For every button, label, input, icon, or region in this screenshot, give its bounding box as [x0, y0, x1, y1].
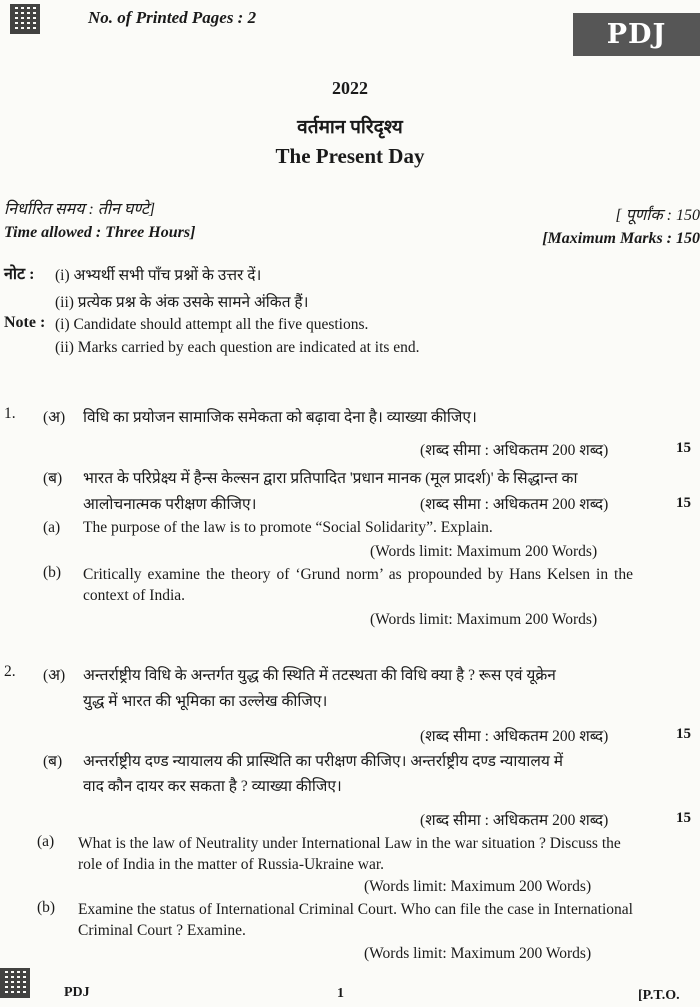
q2-part-a-hi-text-1: अन्तर्राष्ट्रीय विधि के अन्तर्गत युद्ध की स्थिति में तटस्थता की विधि क्या है ? रूस एवं यूक्रेन — [83, 667, 556, 684]
q1-part-b-en-text: Critically examine the theory of ‘Grund norm’ as propounded by Hans Kelsen in the context of India. — [83, 566, 633, 604]
q2-part-b-en-limit: (Words limit: Maximum 200 Words) — [364, 945, 592, 962]
qr-code-icon — [10, 4, 40, 34]
footer-paper-code: PDJ — [64, 985, 90, 1000]
q1-part-b-hi-text-2: आलोचनात्मक परीक्षण कीजिए। — [83, 496, 257, 513]
exam-year: 2022 — [332, 78, 368, 98]
note-label-hindi: नोट : — [4, 266, 35, 283]
title-english: The Present Day — [275, 144, 425, 168]
q1-part-b-hi-text-1: भारत के परिप्रेक्ष्य में हैन्स केल्सन द्वारा प्रतिपादित 'प्रधान मानक (मूल प्रादर्श)' के सिद्धान्त का — [83, 470, 578, 487]
q1-part-a-hi-limit: (शब्द सीमा : अधिकतम 200 शब्द) — [420, 442, 609, 459]
q1-part-a-en-label: (a) — [43, 519, 61, 536]
q1-part-a-hi-label: (अ) — [43, 409, 66, 426]
q1-part-a-en-text: The purpose of the law is to promote “Social Solidarity”. Explain. — [83, 519, 493, 536]
q2-part-b-marks: 15 — [676, 810, 691, 826]
q2-part-b-hi-text-2: वाद कौन दायर कर सकता है ? व्याख्या कीजिए। — [83, 778, 342, 795]
q1-part-b-hi-label: (ब) — [43, 470, 63, 487]
printed-pages: No. of Printed Pages : 2 — [88, 8, 257, 27]
q2-part-b-hi-limit: (शब्द सीमा : अधिकतम 200 शब्द) — [420, 812, 609, 829]
q2-part-a-en-text: What is the law of Neutrality under International Law in the war situation ? Discuss the role of India in the matter of Russia-Ukraine war. — [78, 835, 621, 873]
paper-code-badge: PDJ — [573, 13, 700, 56]
q2-part-a-hi-label: (अ) — [43, 667, 66, 684]
note-english-2: (ii) Marks carried by each question are indicated at its end. — [55, 339, 420, 356]
note-english-1: (i) Candidate should attempt all the five questions. — [55, 316, 369, 333]
q2-part-a-en-label: (a) — [37, 833, 55, 850]
q1-part-a-hi-text: विधि का प्रयोजन सामाजिक समेकता को बढ़ावा देना है। व्याख्या कीजिए। — [83, 409, 477, 426]
question-1-number: 1. — [4, 405, 16, 422]
q2-part-b-hi-text-1: अन्तर्राष्ट्रीय दण्ड न्यायालय की प्रास्थिति का परीक्षण कीजिए। अन्तर्राष्ट्रीय दण्ड न्यायालय में — [83, 753, 564, 770]
q2-part-a-hi-limit: (शब्द सीमा : अधिकतम 200 शब्द) — [420, 728, 609, 745]
q1-part-a-en-limit: (Words limit: Maximum 200 Words) — [370, 543, 598, 560]
footer-qr-code-icon — [0, 968, 30, 998]
max-marks-hindi: [ पूर्णांक : 150 — [615, 207, 700, 224]
footer-pto: [P.T.O. — [638, 988, 680, 1003]
q2-part-b-hi-label: (ब) — [43, 753, 63, 770]
q1-part-a-marks: 15 — [676, 440, 691, 456]
max-marks-english: [Maximum Marks : 150 — [542, 230, 700, 247]
q2-part-b-en-label: (b) — [37, 899, 56, 916]
q2-part-b-en-text: Examine the status of International Criminal Court. Who can file the case in International Criminal Court ? Examine. — [78, 901, 633, 939]
time-allowed-english: Time allowed : Three Hours] — [4, 224, 196, 241]
question-2-number: 2. — [4, 663, 16, 680]
q1-part-b-marks: 15 — [676, 495, 691, 511]
time-allowed-hindi: निर्धारित समय : तीन घण्टे] — [4, 201, 156, 218]
title-hindi: वर्तमान परिदृश्य — [297, 117, 403, 138]
note-hindi-2: (ii) प्रत्येक प्रश्न के अंक उसके सामने अंकित हैं। — [55, 294, 309, 311]
q2-part-a-hi-text-2: युद्ध में भारत की भूमिका का उल्लेख कीजिए। — [83, 693, 328, 710]
note-hindi-1: (i) अभ्यर्थी सभी पाँच प्रश्नों के उत्तर दें। — [55, 267, 262, 284]
q2-part-a-marks: 15 — [676, 726, 691, 742]
footer-page-number: 1 — [337, 986, 344, 1001]
q1-part-b-en-label: (b) — [43, 564, 62, 581]
note-label-english: Note : — [4, 314, 46, 331]
q1-part-b-hi-limit: (शब्द सीमा : अधिकतम 200 शब्द) — [420, 496, 609, 513]
q1-part-b-en-limit: (Words limit: Maximum 200 Words) — [370, 611, 598, 628]
q2-part-a-en-limit: (Words limit: Maximum 200 Words) — [364, 878, 592, 895]
